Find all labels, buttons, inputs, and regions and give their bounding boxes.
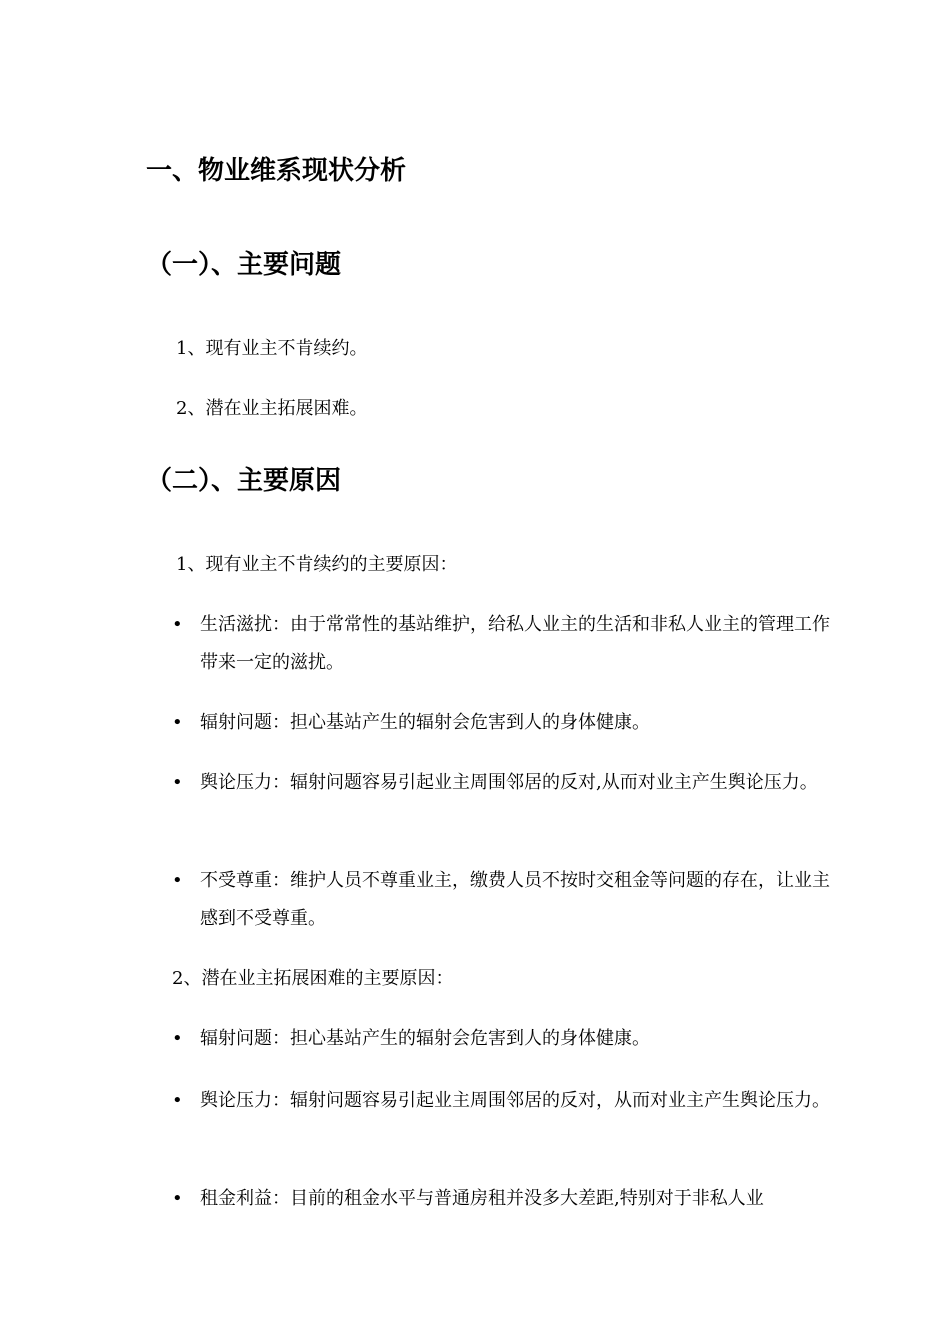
- bullet-icon: •: [172, 614, 183, 635]
- list-item-text: 生活滋扰：由于常常性的基站维护，给私人业主的生活和非私人业主的管理工作带来一定的滋扰。: [200, 614, 830, 673]
- subsection-title-prospect-causes: 2、潜在业主拓展困难的主要原因：: [172, 968, 454, 989]
- main-heading: 一、物业维系现状分析: [146, 156, 407, 186]
- list-item-text: 辐射问题：担心基站产生的辐射会危害到人的身体健康。: [200, 712, 650, 733]
- problem-item-2: 2、潜在业主拓展困难。: [176, 398, 368, 419]
- list-item-text: 不受尊重：维护人员不尊重业主，缴费人员不按时交租金等问题的存在，让业主感到不受尊重。: [200, 870, 830, 929]
- section-heading-main-problems: （一）、主要问题: [146, 250, 342, 280]
- list-item-text: 舆论压力：辐射问题容易引起业主周围邻居的反对，从而对业主产生舆论压力。: [200, 1090, 830, 1111]
- section-heading-main-causes: （二）、主要原因: [146, 466, 342, 496]
- problem-item-1: 1、现有业主不肯续约。: [176, 338, 368, 359]
- list-item-text: 舆论压力：辐射问题容易引起业主周围邻居的反对,从而对业主产生舆论压力。: [200, 772, 818, 793]
- bullet-icon: •: [172, 1028, 183, 1049]
- list-item-text: 租金利益：目前的租金水平与普通房租并没多大差距,特别对于非私人业: [200, 1188, 764, 1209]
- subsection-title-renewal-causes: 1、现有业主不肯续约的主要原因：: [176, 554, 458, 575]
- bullet-icon: •: [172, 712, 183, 733]
- bullet-icon: •: [172, 1090, 183, 1111]
- bullet-icon: •: [172, 870, 183, 891]
- bullet-icon: •: [172, 1188, 183, 1209]
- list-item-text: 辐射问题：担心基站产生的辐射会危害到人的身体健康。: [200, 1028, 650, 1049]
- bullet-icon: •: [172, 772, 183, 793]
